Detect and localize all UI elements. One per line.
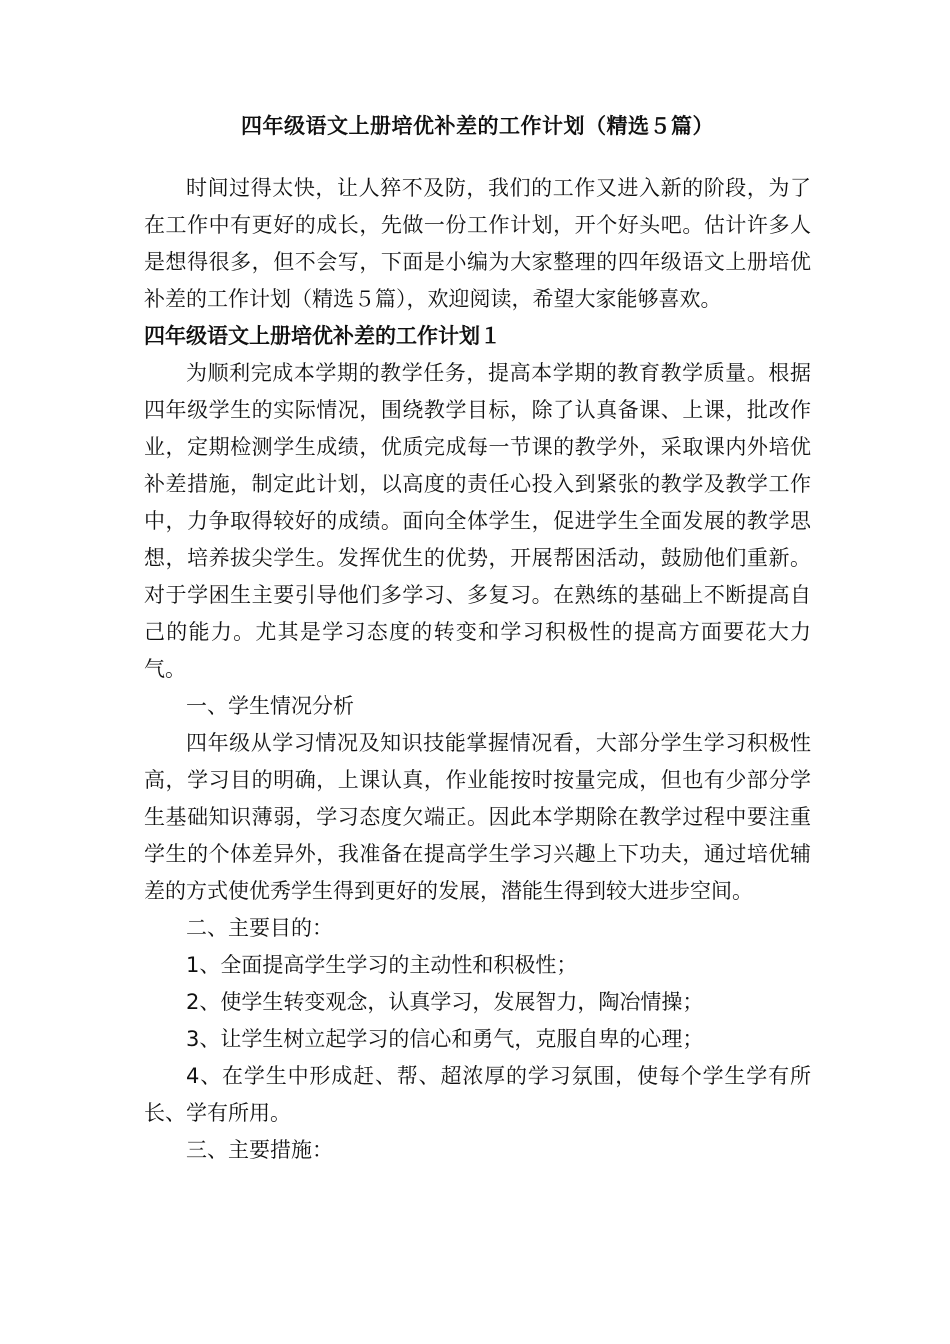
document-title: 四年级语文上册培优补差的工作计划（精选５篇） [241,114,714,138]
section-heading-1: 四年级语文上册培优补差的工作计划１ [144,324,501,348]
part1-paragraph: 四年级从学习情况及知识技能掌握情况看，大部分学生学习积极性高，学习目的明确，上课认真，作业能按时按量完成，但也有少部分学生基础知识薄弱，学习态度欠端正。因此本学期除在教学过程中要注重学生的个体差异外，我准备在提高学生学习兴趣上下功夫，通过培优辅差的方式使优秀学生得到更好的发展，潜能生得到较大进步空间。 [144,731,811,903]
goal-item-3: 3、让学生树立起学习的信心和勇气，克服自卑的心理； [186,1027,704,1051]
part1-heading: 一、学生情况分析 [186,694,354,718]
part3-heading: 三、主要措施： [186,1138,333,1162]
goal-item-4: 4、在学生中形成赶、帮、超浓厚的学习氛围，使每个学生学有所长、学有所用。 [144,1064,811,1125]
section1-paragraph: 为顺利完成本学期的教学任务，提高本学期的教育教学质量。根据四年级学生的实际情况，围绕教学目标，除了认真备课、上课，批改作业，定期检测学生成绩，优质完成每一节课的教学外，采取课内外培优补差措施，制定此计划，以高度的责任心投入到紧张的教学及教学工作中，力争取得较好的成绩。面向全体学生，促进学生全面发展的教学思想，培养拔尖学生。发挥优生的优势，开展帮困活动，鼓励他们重新。对于学困生主要引导他们多学习、多复习。在熟练的基础上不断提高自己的能力。尤其是学习态度的转变和学习积极性的提高方面要花大力气。 [144,361,811,681]
document-page [144,108,811,1169]
intro-paragraph: 时间过得太快，让人猝不及防，我们的工作又进入新的阶段，为了在工作中有更好的成长，先做一份工作计划，开个好头吧。估计许多人是想得很多，但不会写，下面是小编为大家整理的四年级语文上册培优补差的工作计划（精选５篇），欢迎阅读，希望大家能够喜欢。 [144,176,811,311]
part2-heading: 二、主要目的： [186,916,333,940]
goal-item-1: 1、全面提高学生学习的主动性和积极性； [186,953,578,977]
goal-item-2: 2、使学生转变观念，认真学习，发展智力，陶冶情操； [186,990,704,1014]
